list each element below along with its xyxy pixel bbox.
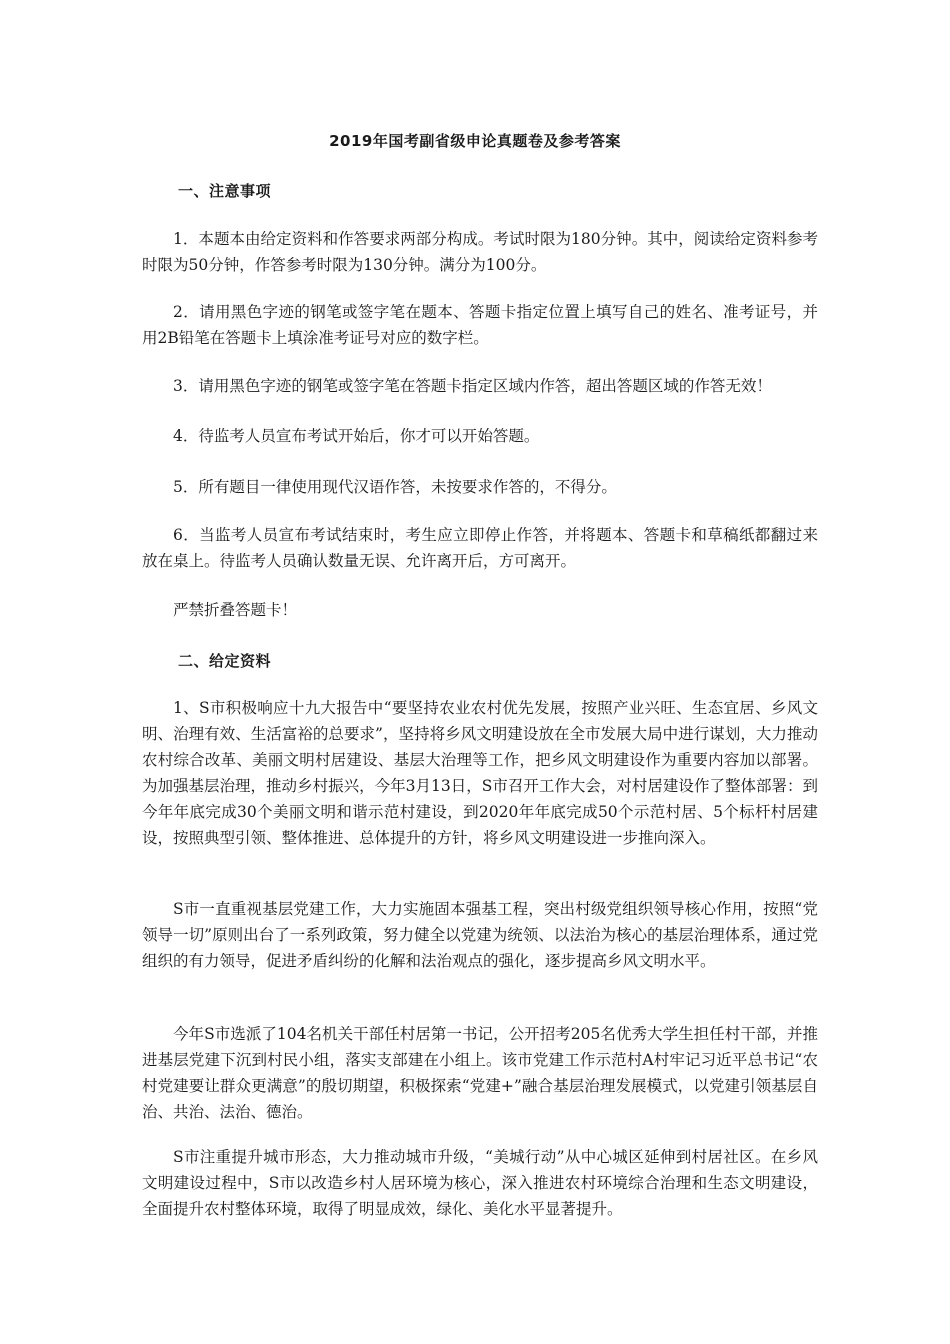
- material-paragraph-1: 1、S市积极响应十九大报告中“要坚持农业农村优先发展，按照产业兴旺、生态宜居、乡风文明、治理有效、生活富裕的总要求”，坚持将乡风文明建设放在全市发展大局中进行谋划，大力推动农村综合改革、美丽文明村居建设、基层大治理等工作，把乡风文明建设作为重要内容加以部署。为加强基层治理，推动乡村振兴，今年3月13日，S市召开工作大会，对村居建设作了整体部署：到今年年底完成30个美丽文明和谐示范村建设，到2020年年底完成50个示范村居、5个标杆村居建设，按照典型引领、整体推进、总体提升的方针，将乡风文明建设进一步推向深入。: [142, 699, 818, 847]
- notice-paragraph-5: 5．所有题目一律使用现代汉语作答，未按要求作答的，不得分。: [173, 478, 617, 496]
- material-paragraph-4: S市注重提升城市形态，大力推动城市升级，“美城行动”从中心城区延伸到村居社区。在乡风文明建设过程中，S市以改造乡村人居环境为核心，深入推进农村环境综合治理和生态文明建设，全面提升农村整体环境，取得了明显成效，绿化、美化水平显著提升。: [142, 1148, 818, 1218]
- material-paragraph-3: 今年S市选派了104名机关干部任村居第一书记，公开招考205名优秀大学生担任村干部，并推进基层党建下沉到村民小组，落实支部建在小组上。该市党建工作示范村A村牢记习近平总书记“农村党建要让群众更满意”的殷切期望，积极探索“党建+”融合基层治理发展模式，以党建引领基层自治、共治、法治、德治。: [142, 1025, 818, 1121]
- material-paragraph-2: S市一直重视基层党建工作，大力实施固本强基工程，突出村级党组织领导核心作用，按照“党领导一切”原则出台了一系列政策，努力健全以党建为统领、以法治为核心的基层治理体系，通过党组织的有力领导，促进矛盾纠纷的化解和法治观点的强化，逐步提高乡风文明水平。: [142, 900, 818, 970]
- notice-paragraph-6: 6．当监考人员宣布考试结束时，考生应立即停止作答，并将题本、答题卡和草稿纸都翻过来放在桌上。待监考人员确认数量无误、允许离开后，方可离开。: [142, 526, 818, 570]
- document-title: 2019年国考副省级申论真题卷及参考答案: [329, 132, 621, 150]
- section-heading-materials: 二、给定资料: [178, 652, 272, 670]
- notice-warning: 严禁折叠答题卡！: [173, 601, 298, 619]
- notice-paragraph-3: 3．请用黑色字迹的钢笔或签字笔在答题卡指定区域内作答，超出答题区域的作答无效！: [173, 377, 772, 395]
- notice-paragraph-4: 4．待监考人员宣布考试开始后，你才可以开始答题。: [173, 427, 540, 445]
- notice-paragraph-2: 2．请用黑色字迹的钢笔或签字笔在题本、答题卡指定位置上填写自己的姓名、准考证号，并用2B铅笔在答题卡上填涂准考证号对应的数字栏。: [142, 303, 818, 347]
- notice-paragraph-1: 1．本题本由给定资料和作答要求两部分构成。考试时限为180分钟。其中，阅读给定资料参考时限为50分钟，作答参考时限为130分钟。满分为100分。: [142, 230, 818, 274]
- section-heading-notice: 一、注意事项: [178, 182, 272, 200]
